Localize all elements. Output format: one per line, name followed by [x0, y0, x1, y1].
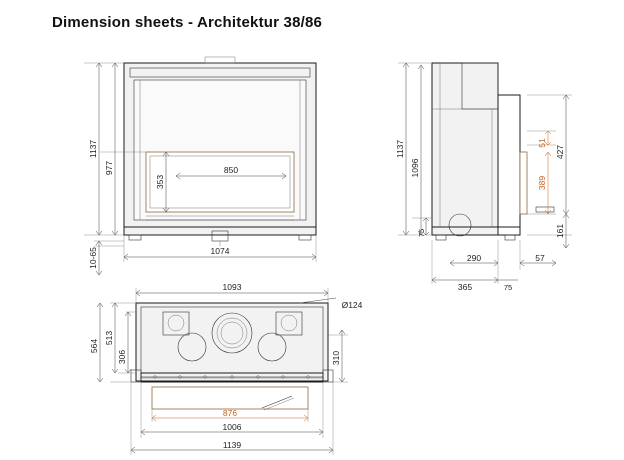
dim-side-290: 290	[466, 253, 482, 263]
dim-front-1074: 1074	[210, 246, 230, 256]
dim-front-850: 850	[223, 165, 239, 175]
dim-plan-306: 306	[117, 349, 127, 365]
dim-side-365: 365	[457, 282, 473, 292]
dim-side-427: 427	[555, 144, 565, 160]
dim-side-57: 57	[535, 253, 545, 263]
dim-plan-1139: 1139	[222, 440, 242, 450]
dim-plan-876: 876	[222, 408, 238, 418]
dim-plan-564: 564	[89, 338, 99, 354]
dim-side-389: 389	[537, 175, 547, 191]
dim-plan-310: 310	[331, 350, 341, 366]
dim-side-161: 161	[555, 223, 565, 239]
dim-side-1137: 1137	[395, 139, 405, 159]
dim-front-353: 353	[155, 174, 165, 190]
dim-front-10-65: 10-65	[88, 247, 98, 269]
front-elevation-view	[84, 57, 316, 275]
dim-side-75-left: 75	[417, 228, 426, 238]
dim-side-1096: 1096	[410, 158, 420, 178]
plan-view	[89, 282, 363, 455]
dim-plan-diameter-124: Ø124	[341, 300, 363, 310]
dim-plan-1093: 1093	[222, 282, 242, 292]
dim-front-1137: 1137	[88, 139, 98, 159]
page-title: Dimension sheets - Architektur 38/86	[52, 14, 323, 31]
dim-side-51: 51	[537, 138, 547, 148]
dim-plan-513: 513	[104, 330, 114, 346]
dim-side-75: 75	[503, 283, 513, 292]
dim-front-977: 977	[104, 160, 114, 176]
side-elevation-view	[395, 63, 572, 292]
dim-plan-1006: 1006	[222, 422, 242, 432]
